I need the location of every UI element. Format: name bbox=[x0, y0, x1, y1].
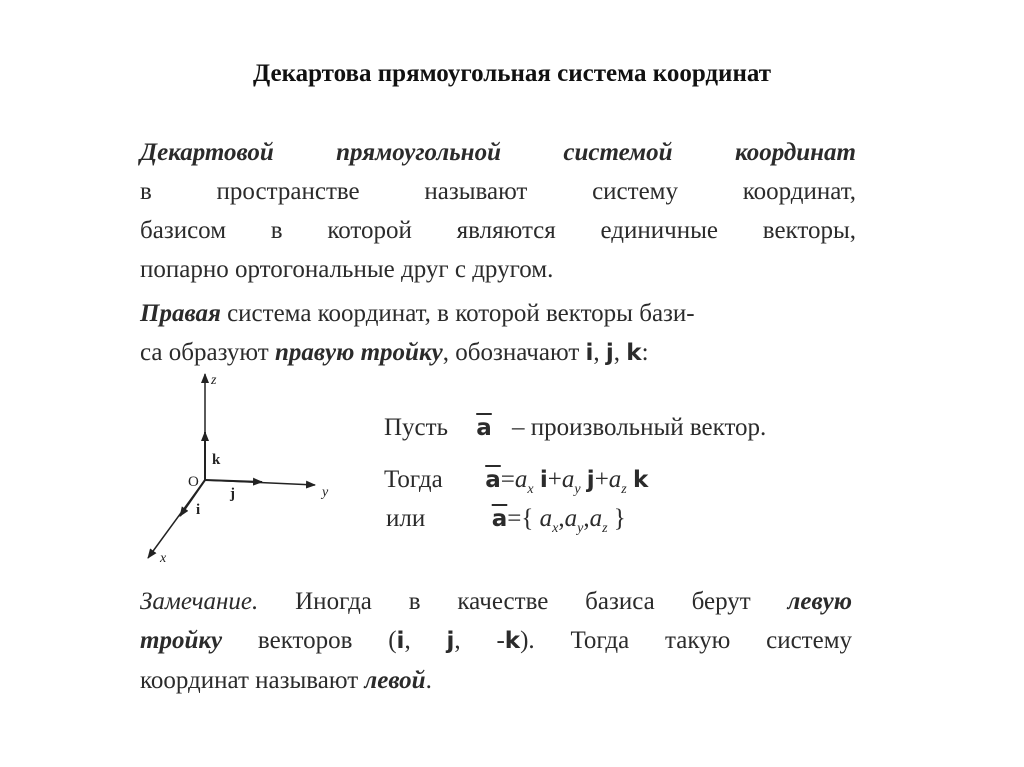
plus-sign: + bbox=[547, 466, 562, 493]
right-triple-term: правую тройку bbox=[274, 339, 443, 366]
z-axis-label: z bbox=[211, 373, 217, 388]
basis-k: k bbox=[626, 340, 642, 366]
definition-paragraph bbox=[140, 133, 856, 289]
left-system-term: левой bbox=[364, 667, 426, 694]
sub-x: x bbox=[552, 521, 559, 536]
basis-j: j bbox=[446, 628, 455, 654]
coef-ay: a bbox=[561, 466, 575, 493]
basis-k: k bbox=[633, 467, 649, 493]
equals-sign: = bbox=[500, 466, 515, 493]
definition-line-3: базисом в которой являются единичные векторы, bbox=[140, 217, 856, 244]
basis-j: j bbox=[586, 467, 595, 493]
remark-text-1: Иногда в качестве базиса берут bbox=[258, 588, 788, 615]
equals-sign: = bbox=[507, 505, 522, 532]
coord-az: a bbox=[589, 505, 603, 532]
remark-text-4: координат называют bbox=[140, 667, 365, 694]
remark-text-2: векторов ( bbox=[222, 627, 397, 654]
remark-line-3 bbox=[140, 661, 852, 700]
coord-ay: a bbox=[564, 505, 578, 532]
then-line bbox=[384, 466, 648, 498]
separator-minus: , - bbox=[454, 627, 505, 654]
sub-y: y bbox=[574, 482, 581, 497]
sub-z: z bbox=[602, 521, 608, 536]
j-label: j bbox=[230, 486, 235, 502]
comma: , bbox=[583, 505, 590, 532]
right-system-text-1: система координат, в которой векторы бази- bbox=[220, 300, 695, 327]
sub-z: z bbox=[621, 482, 627, 497]
axes-diagram bbox=[130, 362, 370, 582]
definition-line-2: в пространстве называют систему координат, bbox=[140, 178, 856, 205]
origin-label: O bbox=[188, 474, 199, 490]
period: . bbox=[425, 667, 432, 694]
let-line bbox=[384, 414, 766, 442]
sub-y: y bbox=[577, 521, 584, 536]
right-system-text-3: , обозначают bbox=[442, 339, 586, 366]
k-label: k bbox=[212, 452, 221, 468]
remark-line-2 bbox=[140, 621, 852, 661]
vector-a: $\overline{a}$ bbox=[476, 415, 492, 441]
i-label: i bbox=[196, 502, 201, 518]
basis-i: i bbox=[585, 340, 594, 366]
separator: , bbox=[404, 627, 447, 654]
right-system-line-1 bbox=[140, 294, 860, 333]
basis-i: i bbox=[396, 628, 405, 654]
remark-paragraph bbox=[140, 582, 852, 700]
or-word: или bbox=[386, 505, 426, 532]
comma: , bbox=[558, 505, 565, 532]
vector-a: $\overline{a}$ bbox=[491, 506, 508, 532]
remark-line-1 bbox=[140, 582, 852, 621]
j-vector bbox=[205, 480, 262, 482]
y-axis-label: y bbox=[322, 485, 329, 500]
sub-x: x bbox=[527, 482, 534, 497]
definition-line-4: попарно ортогональные друг с другом. bbox=[140, 256, 554, 283]
or-line bbox=[386, 505, 626, 537]
right-brace: } bbox=[613, 505, 626, 532]
basis-k: k bbox=[504, 628, 521, 654]
x-axis-label: x bbox=[160, 551, 167, 566]
vector-a: $\overline{a}$ bbox=[485, 467, 501, 493]
let-word: Пусть bbox=[384, 414, 448, 441]
right-system-text-2: са образуют bbox=[140, 339, 275, 366]
let-rest: – произвольный вектор. bbox=[512, 414, 767, 441]
comma: , bbox=[613, 339, 627, 366]
coef-ax: a bbox=[514, 466, 528, 493]
left-brace: { bbox=[521, 505, 534, 532]
right-term: Правая bbox=[140, 300, 221, 327]
remark-label: Замечание. bbox=[140, 588, 259, 615]
colon: : bbox=[641, 339, 649, 366]
remark-text-3: ). Тогда такую систему bbox=[520, 627, 853, 654]
left-term: левую bbox=[787, 588, 852, 615]
definition-line-1 bbox=[140, 133, 856, 172]
coord-ax: a bbox=[539, 505, 553, 532]
definition-term: Декартовой прямоугольной системой координат bbox=[140, 139, 856, 166]
plus-sign: + bbox=[594, 466, 609, 493]
coef-az: a bbox=[608, 466, 622, 493]
triple-term: тройку bbox=[140, 627, 223, 654]
basis-i: i bbox=[539, 467, 548, 493]
then-word: Тогда bbox=[384, 466, 443, 493]
comma: , bbox=[593, 339, 606, 366]
basis-j: j bbox=[605, 340, 614, 366]
page-title: Декартова прямоугольная система координат bbox=[252, 60, 771, 87]
